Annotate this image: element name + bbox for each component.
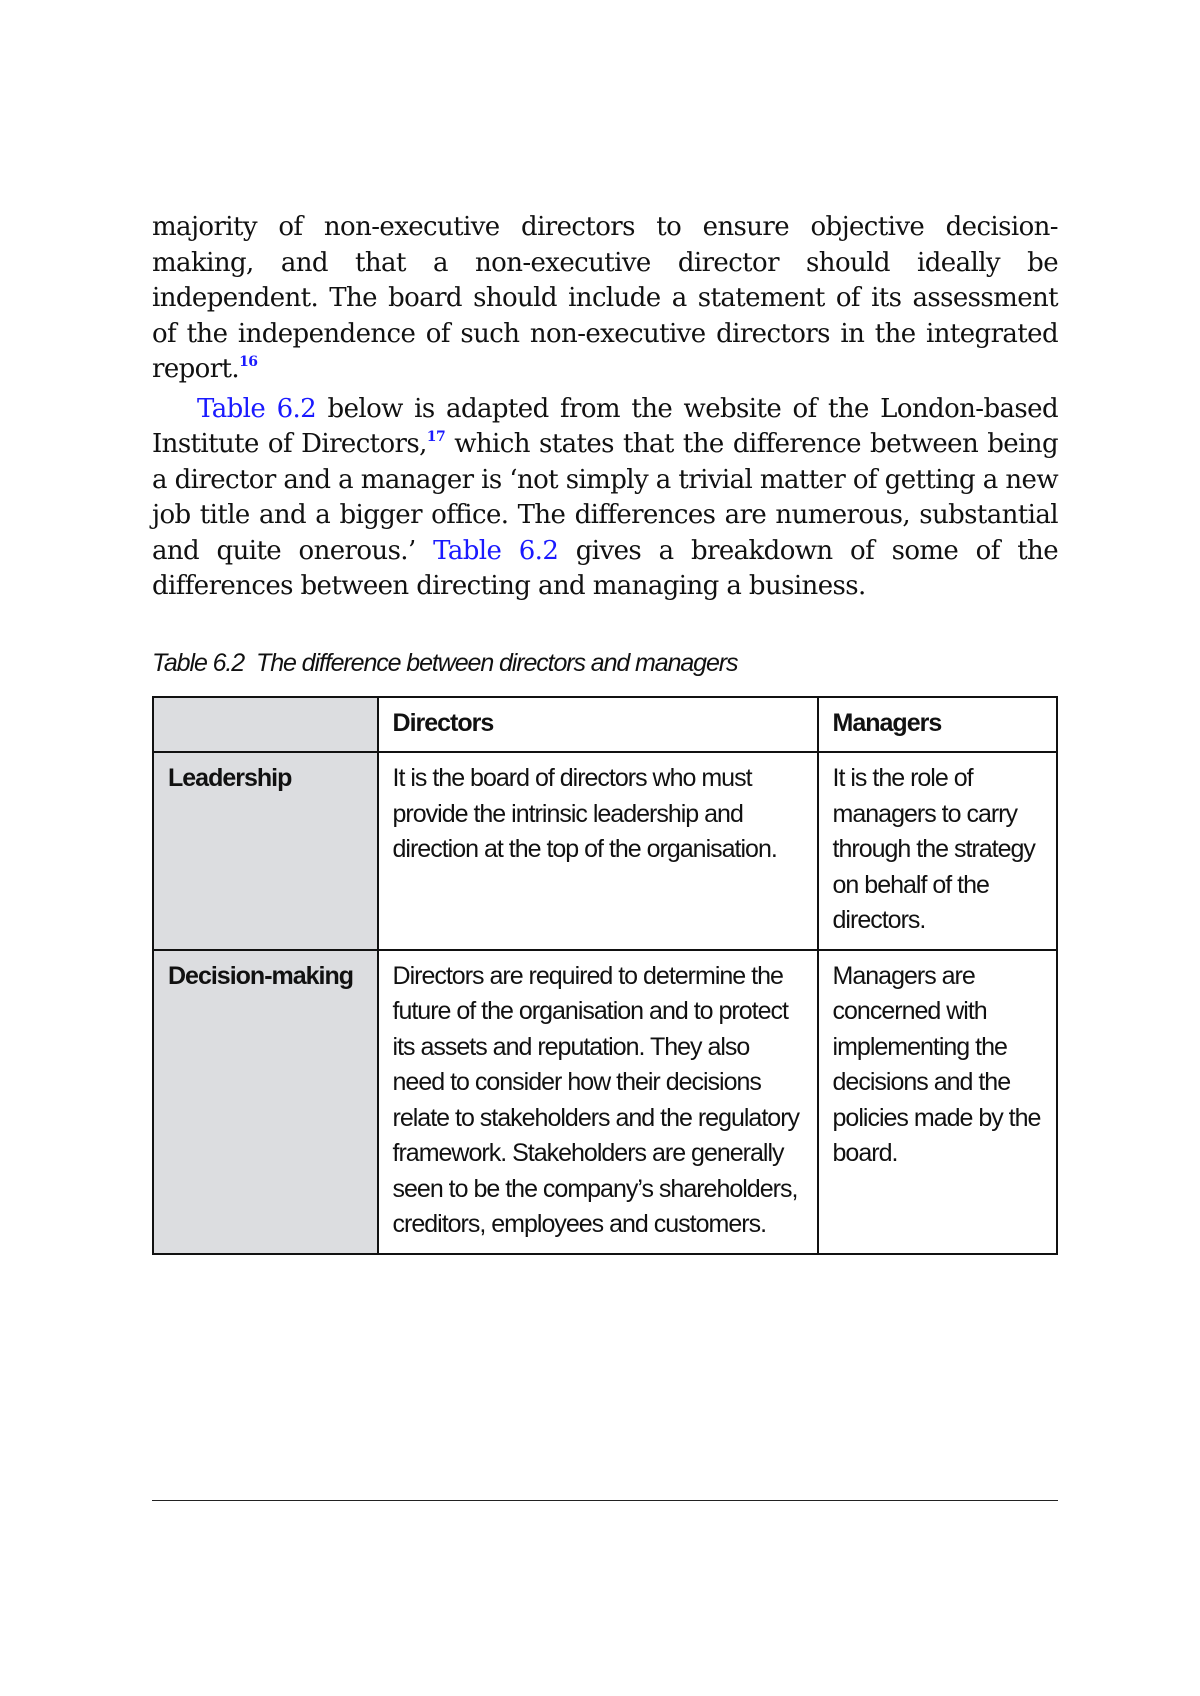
footnote-divider [152, 1500, 1058, 1501]
comparison-table [152, 696, 1058, 1255]
cell-managers: It is the role of managers to carry through the strategy on behalf of the directors. [818, 752, 1057, 950]
paragraph-2 [152, 392, 1058, 605]
row-label-leadership: Leadership [153, 752, 378, 950]
table-header-managers: Managers [818, 697, 1057, 753]
table-header-directors: Directors [378, 697, 818, 753]
cell-directors: Directors are required to determine the future of the organisation and to protect its assets and reputation. They also need to consider how their decisions relate to stakeholders and the regulatory framework. Stakeholders are generally seen to be the company’s shareholders, creditors, employees and customers. [378, 950, 818, 1254]
cell-managers: Managers are concerned with implementing the decisions and the policies made by the board. [818, 950, 1057, 1254]
paragraph-2-text-a: below is adapted from the website of the London-based Institute of Directors, [152, 393, 1058, 459]
page-content [152, 210, 1058, 1255]
table-row [153, 950, 1057, 1254]
table-reference-link[interactable]: Table 6.2 [197, 393, 317, 424]
paragraph-1 [152, 210, 1058, 388]
row-label-decision-making: Decision-making [153, 950, 378, 1254]
footnote-ref-16[interactable]: 16 [239, 354, 258, 370]
paragraph-2-text-c: gives a breakdown of some of the differences between directing and managing a business. [152, 535, 1058, 601]
paragraph-2-text-b: which states that the difference between being a director and a manager is ‘not simply a trivial matter of getting a new job title and a bigger office. The differences are numerous, substantial and quite onerous.’ [152, 429, 1058, 566]
cell-directors: It is the board of directors who must provide the intrinsic leadership and direction at the top of the organisation. [378, 752, 818, 950]
paragraph-1-text: majority of non-executive directors to ensure objective decision-making, and that a non-executive director should ideally be independent. The board should include a statement of its assessment of the independence of such non-executive directors in the integrated report. [152, 212, 1058, 384]
table-caption-label: Table 6.2 [152, 648, 245, 677]
footnote-ref-17[interactable]: 17 [426, 429, 446, 445]
table-caption [152, 649, 1058, 678]
table-reference-link[interactable]: Table 6.2 [433, 535, 559, 566]
table-header-row [153, 697, 1057, 753]
table-row [153, 752, 1057, 950]
table-header-empty [153, 697, 378, 753]
table-caption-text: The difference between directors and managers [256, 648, 738, 677]
